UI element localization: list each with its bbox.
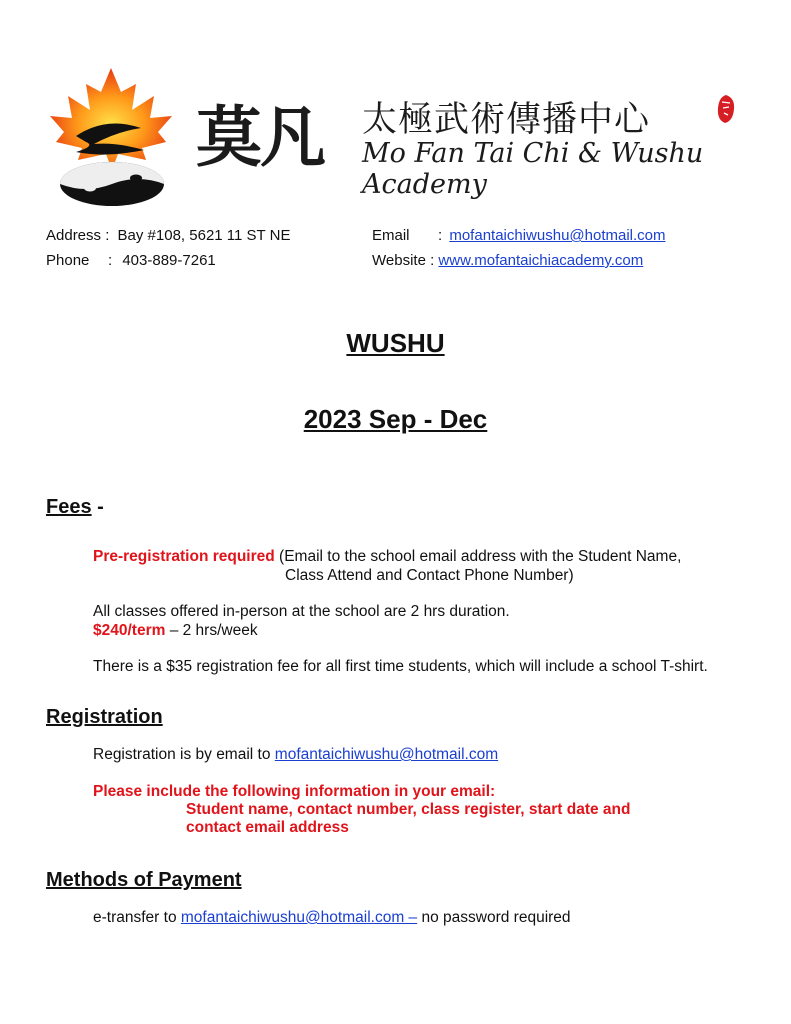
page-title: WUSHU [346, 328, 445, 358]
phone-line [46, 252, 216, 269]
phone-label: Phone [46, 252, 90, 269]
email-line [372, 227, 666, 244]
registration-heading [46, 706, 163, 729]
registration-intro-line [93, 745, 498, 764]
payment-suffix: no password required [417, 909, 571, 926]
payment-prefix: e-transfer to [93, 909, 181, 926]
email-separator: : [438, 227, 443, 244]
chinese-name-small: 太極武術傳播中心 [362, 100, 651, 140]
website-label: Website : [372, 252, 435, 269]
preregistration-text: (Email to the school email address with the Student Name, [274, 548, 682, 565]
include-info-line-1: Student name, contact number, class register, start date and [186, 801, 631, 818]
address-value: Bay #108, 5621 11 ST NE [117, 227, 291, 244]
include-info-heading: Please include the following information in your email: [93, 783, 496, 800]
price-line [93, 621, 258, 640]
preregistration-line [93, 547, 681, 566]
phone-separator: : [108, 252, 113, 269]
payment-heading-text: Methods of Payment [46, 869, 242, 891]
website-link[interactable]: www.mofantaichiacademy.com [438, 252, 644, 269]
registration-fee-text: There is a $35 registration fee for all first time students, which will include a school T-shirt. [93, 658, 708, 675]
fees-heading-text: Fees [46, 496, 92, 518]
preregistration-line-2: Class Attend and Contact Phone Number) [285, 567, 574, 584]
fees-heading [46, 496, 104, 519]
classes-duration-text: All classes offered in-person at the school are 2 hrs duration. [93, 603, 510, 620]
email-link[interactable]: mofantaichiwushu@hotmail.com [449, 227, 666, 244]
registration-email-link[interactable]: mofantaichiwushu@hotmail.com [274, 746, 499, 763]
chinese-name-large: 莫凡 [196, 98, 324, 176]
payment-email-link[interactable]: mofantaichiwushu@hotmail.com – [180, 909, 418, 926]
preregistration-label: Pre-registration required [93, 548, 275, 565]
address-line [46, 227, 290, 244]
maple-leaf-yin-yang-logo [46, 66, 176, 210]
registration-intro: Registration is by email to [93, 746, 275, 763]
address-label: Address : [46, 227, 110, 244]
email-label: Email [372, 227, 410, 244]
website-line [372, 252, 643, 269]
include-info-line-2: contact email address [186, 819, 349, 836]
price-detail: – 2 hrs/week [165, 622, 258, 639]
payment-line [93, 908, 571, 927]
price-value: $240/term [93, 622, 166, 639]
term-title: 2023 Sep - Dec [303, 404, 488, 434]
fees-heading-suffix: - [91, 496, 104, 518]
payment-heading [46, 869, 242, 892]
phone-value: 403-889-7261 [122, 252, 216, 269]
red-seal-icon [716, 94, 736, 124]
registration-heading-text: Registration [46, 706, 163, 728]
academy-name: Mo Fan Tai Chi & Wushu Academy [362, 138, 704, 200]
